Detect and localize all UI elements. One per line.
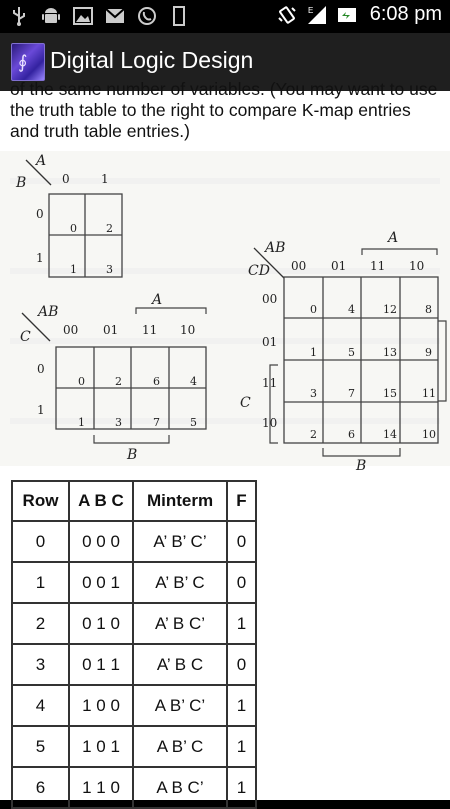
kmap3-row-var: C xyxy=(20,329,31,345)
cell-minterm: A B’ C xyxy=(133,726,227,767)
cell-minterm: A B C’ xyxy=(133,767,227,808)
kmap3-cell: 6 xyxy=(153,375,160,388)
header-minterm: Minterm xyxy=(133,481,227,521)
kmap4-row: 11 xyxy=(262,376,278,390)
kmap-figure-svg xyxy=(0,151,450,474)
kmap4-row: 01 xyxy=(262,335,278,349)
header-f: F xyxy=(227,481,256,521)
kmap3-cell: 7 xyxy=(153,416,160,429)
table-row xyxy=(12,562,256,603)
cell-f: 0 xyxy=(227,644,256,685)
kmap3-cell: 0 xyxy=(78,375,85,388)
kmap2-cell: 1 xyxy=(70,263,77,276)
kmap3-col: 01 xyxy=(103,323,119,337)
kmap4-cell: 12 xyxy=(383,303,397,316)
kmap2-cell: 2 xyxy=(106,222,113,235)
cell-abc: 0 0 1 xyxy=(69,562,133,603)
kmap4-cell: 0 xyxy=(310,303,317,316)
kmap4-col: 01 xyxy=(331,259,347,273)
table-row xyxy=(12,603,256,644)
cell-f: 1 xyxy=(227,767,256,808)
app-logo-icon[interactable]: ∮ xyxy=(11,43,45,81)
kmap4-col: 00 xyxy=(291,259,307,273)
kmap4-cell: 3 xyxy=(310,387,317,400)
kmap4-bracket-bottom: B xyxy=(356,458,367,474)
cell-abc: 1 1 0 xyxy=(69,767,133,808)
kmap4-cell: 8 xyxy=(425,303,432,316)
kmap3-cell: 3 xyxy=(115,416,122,429)
kmap3-col-var: AB xyxy=(38,304,59,320)
android-icon xyxy=(40,5,62,27)
cell-f: 1 xyxy=(227,603,256,644)
kmap4-cell: 15 xyxy=(383,387,397,400)
kmap3-cell: 5 xyxy=(190,416,197,429)
cell-row: 6 xyxy=(12,767,69,808)
kmap2-col-1: 1 xyxy=(101,172,109,186)
kmap4-cell: 11 xyxy=(422,387,436,400)
kmap3-bracket-bottom: B xyxy=(127,447,138,463)
kmap4-cell: 5 xyxy=(348,346,355,359)
cell-abc: 1 0 1 xyxy=(69,726,133,767)
kmap4-cell: 2 xyxy=(310,428,317,441)
sd-card-icon xyxy=(168,5,190,27)
table-row xyxy=(12,767,256,808)
kmap3-cell: 4 xyxy=(190,375,197,388)
header-row: Row xyxy=(12,481,69,521)
kmap4-row: 10 xyxy=(262,416,278,430)
kmap2-cell: 3 xyxy=(106,263,113,276)
cell-f: 0 xyxy=(227,562,256,603)
truth-table-header-row xyxy=(12,481,256,521)
kmap3-cell: 2 xyxy=(115,375,122,388)
svg-text:E: E xyxy=(307,5,314,15)
kmap3-col: 11 xyxy=(142,323,158,337)
vibrate-icon xyxy=(276,4,298,26)
kmap4-cell: 4 xyxy=(348,303,355,316)
cell-row: 2 xyxy=(12,603,69,644)
kmap4-col: 10 xyxy=(409,259,425,273)
cell-minterm: A’ B’ C’ xyxy=(133,521,227,562)
usb-icon xyxy=(8,5,30,27)
kmap2-row-0: 0 xyxy=(36,207,44,221)
kmap4-cell: 10 xyxy=(422,428,436,441)
image-icon xyxy=(72,5,94,27)
cell-abc: 0 1 0 xyxy=(69,603,133,644)
gmail-icon xyxy=(104,5,126,27)
status-bar xyxy=(0,0,450,33)
kmap4-bracket-left: C xyxy=(240,395,251,411)
cell-row: 0 xyxy=(12,521,69,562)
kmap2-row-var: B xyxy=(16,175,27,191)
cell-minterm: A’ B’ C xyxy=(133,562,227,603)
signal-icon xyxy=(306,4,328,26)
cell-minterm: A B’ C’ xyxy=(133,685,227,726)
kmap2-col-0: 0 xyxy=(62,172,70,186)
kmap4-cell: 9 xyxy=(425,346,432,359)
cell-row: 1 xyxy=(12,562,69,603)
cell-f: 1 xyxy=(227,685,256,726)
kmap-figure xyxy=(0,151,450,474)
kmap3-col: 00 xyxy=(63,323,79,337)
cell-f: 1 xyxy=(227,726,256,767)
cell-abc: 1 0 0 xyxy=(69,685,133,726)
kmap3-bracket-top: A xyxy=(152,292,163,308)
cell-abc: 0 1 1 xyxy=(69,644,133,685)
kmap4-cell: 6 xyxy=(348,428,355,441)
cell-abc: 0 0 0 xyxy=(69,521,133,562)
kmap3-cell: 1 xyxy=(78,416,85,429)
battery-icon xyxy=(336,4,358,26)
table-row xyxy=(12,726,256,767)
kmap2-cell: 0 xyxy=(70,222,77,235)
content-scroll-area[interactable] xyxy=(0,79,450,800)
table-row xyxy=(12,644,256,685)
cell-minterm: A’ B C xyxy=(133,644,227,685)
table-row xyxy=(12,521,256,562)
kmap4-cell: 13 xyxy=(383,346,397,359)
kmap2-row-1: 1 xyxy=(36,251,44,265)
intro-paragraph: of the same number of variables. (You may want to use the truth table to the right to compare K-map entries and truth table entries.) xyxy=(10,79,438,141)
status-time: 6:08 pm xyxy=(369,3,442,25)
kmap4-cell: 7 xyxy=(348,387,355,400)
whatsapp-icon xyxy=(136,5,158,27)
kmap4-cell: 1 xyxy=(310,346,317,359)
kmap3-row: 1 xyxy=(37,403,45,417)
cell-row: 3 xyxy=(12,644,69,685)
kmap3-col: 10 xyxy=(180,323,196,337)
cell-row: 4 xyxy=(12,685,69,726)
kmap4-row: 00 xyxy=(262,292,278,306)
app-title: Digital Logic Design xyxy=(50,47,254,73)
kmap4-col-var: AB xyxy=(265,240,286,256)
kmap3-row: 0 xyxy=(37,362,45,376)
kmap4-col: 11 xyxy=(370,259,386,273)
cell-row: 5 xyxy=(12,726,69,767)
kmap4-row-var: CD xyxy=(248,263,270,279)
cell-minterm: A’ B C’ xyxy=(133,603,227,644)
kmap2-col-var: A xyxy=(36,153,47,169)
kmap4-bracket-top: A xyxy=(388,230,399,246)
table-row xyxy=(12,685,256,726)
cell-f: 0 xyxy=(227,521,256,562)
header-abc: A B C xyxy=(69,481,133,521)
truth-table xyxy=(11,480,257,809)
kmap4-cell: 14 xyxy=(383,428,397,441)
